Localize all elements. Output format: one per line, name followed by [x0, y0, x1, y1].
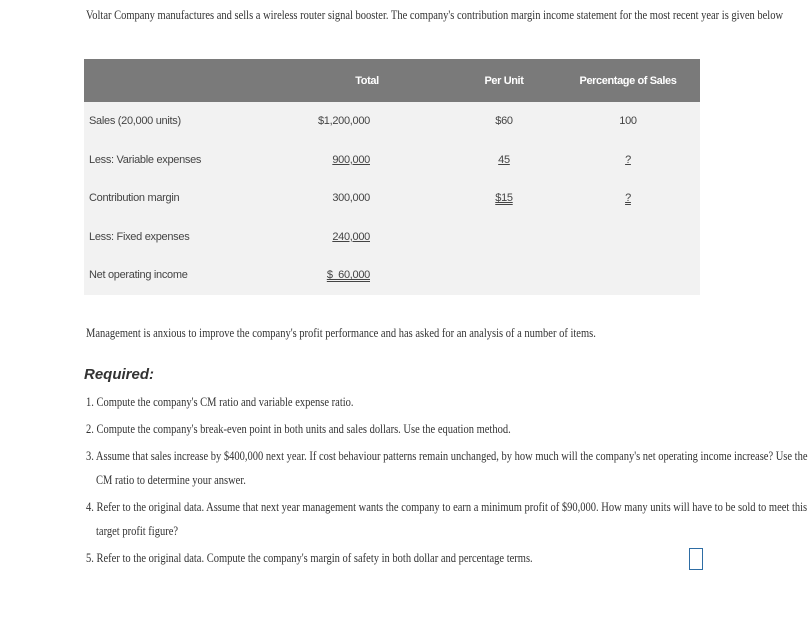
- table-row: [84, 179, 700, 218]
- row-total: 240,000: [332, 230, 370, 243]
- required-heading: Required:: [84, 366, 155, 383]
- row-label: Less: Variable expenses: [84, 141, 282, 180]
- row-total: $ 60,000: [326, 269, 370, 282]
- requirement-2: 2. Compute the company's break-even point in both units and sales dollars. Use the equation method.: [86, 422, 511, 436]
- row-total: 300,000: [282, 179, 452, 218]
- header-per-unit: Per Unit: [452, 59, 556, 102]
- header-total: Total: [282, 59, 452, 102]
- row-per-unit: $15: [495, 192, 513, 205]
- row-per-unit: [452, 218, 556, 257]
- management-text: Management is anxious to improve the company's profit performance and has asked for an analysis of a number of items.: [86, 326, 596, 340]
- row-percentage: ?: [625, 153, 631, 166]
- row-label: Contribution margin: [84, 179, 282, 218]
- table-row: [84, 102, 700, 141]
- edge-button[interactable]: [689, 548, 703, 570]
- row-label: Sales (20,000 units): [84, 102, 282, 141]
- requirement-4: 4. Refer to the original data. Assume that next year management wants the company to earn a minimum profit of $90,000. How many units will have to be sold to meet this: [86, 500, 808, 514]
- table-row: [84, 141, 700, 180]
- requirement-4-continued: target profit figure?: [96, 524, 179, 538]
- row-per-unit: [452, 256, 556, 295]
- header-percentage: Percentage of Sales: [556, 59, 700, 102]
- header-blank: [84, 59, 282, 102]
- requirement-3-continued: CM ratio to determine your answer.: [96, 473, 246, 487]
- table-row: [84, 218, 700, 257]
- row-total: 900,000: [332, 153, 370, 166]
- requirement-5: 5. Refer to the original data. Compute the company's margin of safety in both dollar and percentage terms.: [86, 551, 533, 565]
- row-percentage: 100: [556, 102, 700, 141]
- table-row: [84, 256, 700, 295]
- requirement-1: 1. Compute the company's CM ratio and variable expense ratio.: [86, 395, 354, 409]
- row-total: $1,200,000: [282, 102, 452, 141]
- row-label: Net operating income: [84, 256, 282, 295]
- row-percentage: ?: [625, 192, 631, 205]
- requirement-3: 3. Assume that sales increase by $400,000 next year. If cost behaviour patterns remain unchanged, by how much will the company's net operating income increase? Use the: [86, 449, 808, 463]
- row-percentage: [556, 256, 700, 295]
- income-statement-table: [84, 59, 700, 295]
- table-header-row: [84, 59, 700, 102]
- row-percentage: [556, 218, 700, 257]
- row-per-unit: 45: [498, 153, 510, 166]
- intro-text: Voltar Company manufactures and sells a wireless router signal booster. The company's contribution margin income statement for the most recent year is given below: [86, 8, 784, 22]
- row-per-unit: $60: [452, 102, 556, 141]
- row-label: Less: Fixed expenses: [84, 218, 282, 257]
